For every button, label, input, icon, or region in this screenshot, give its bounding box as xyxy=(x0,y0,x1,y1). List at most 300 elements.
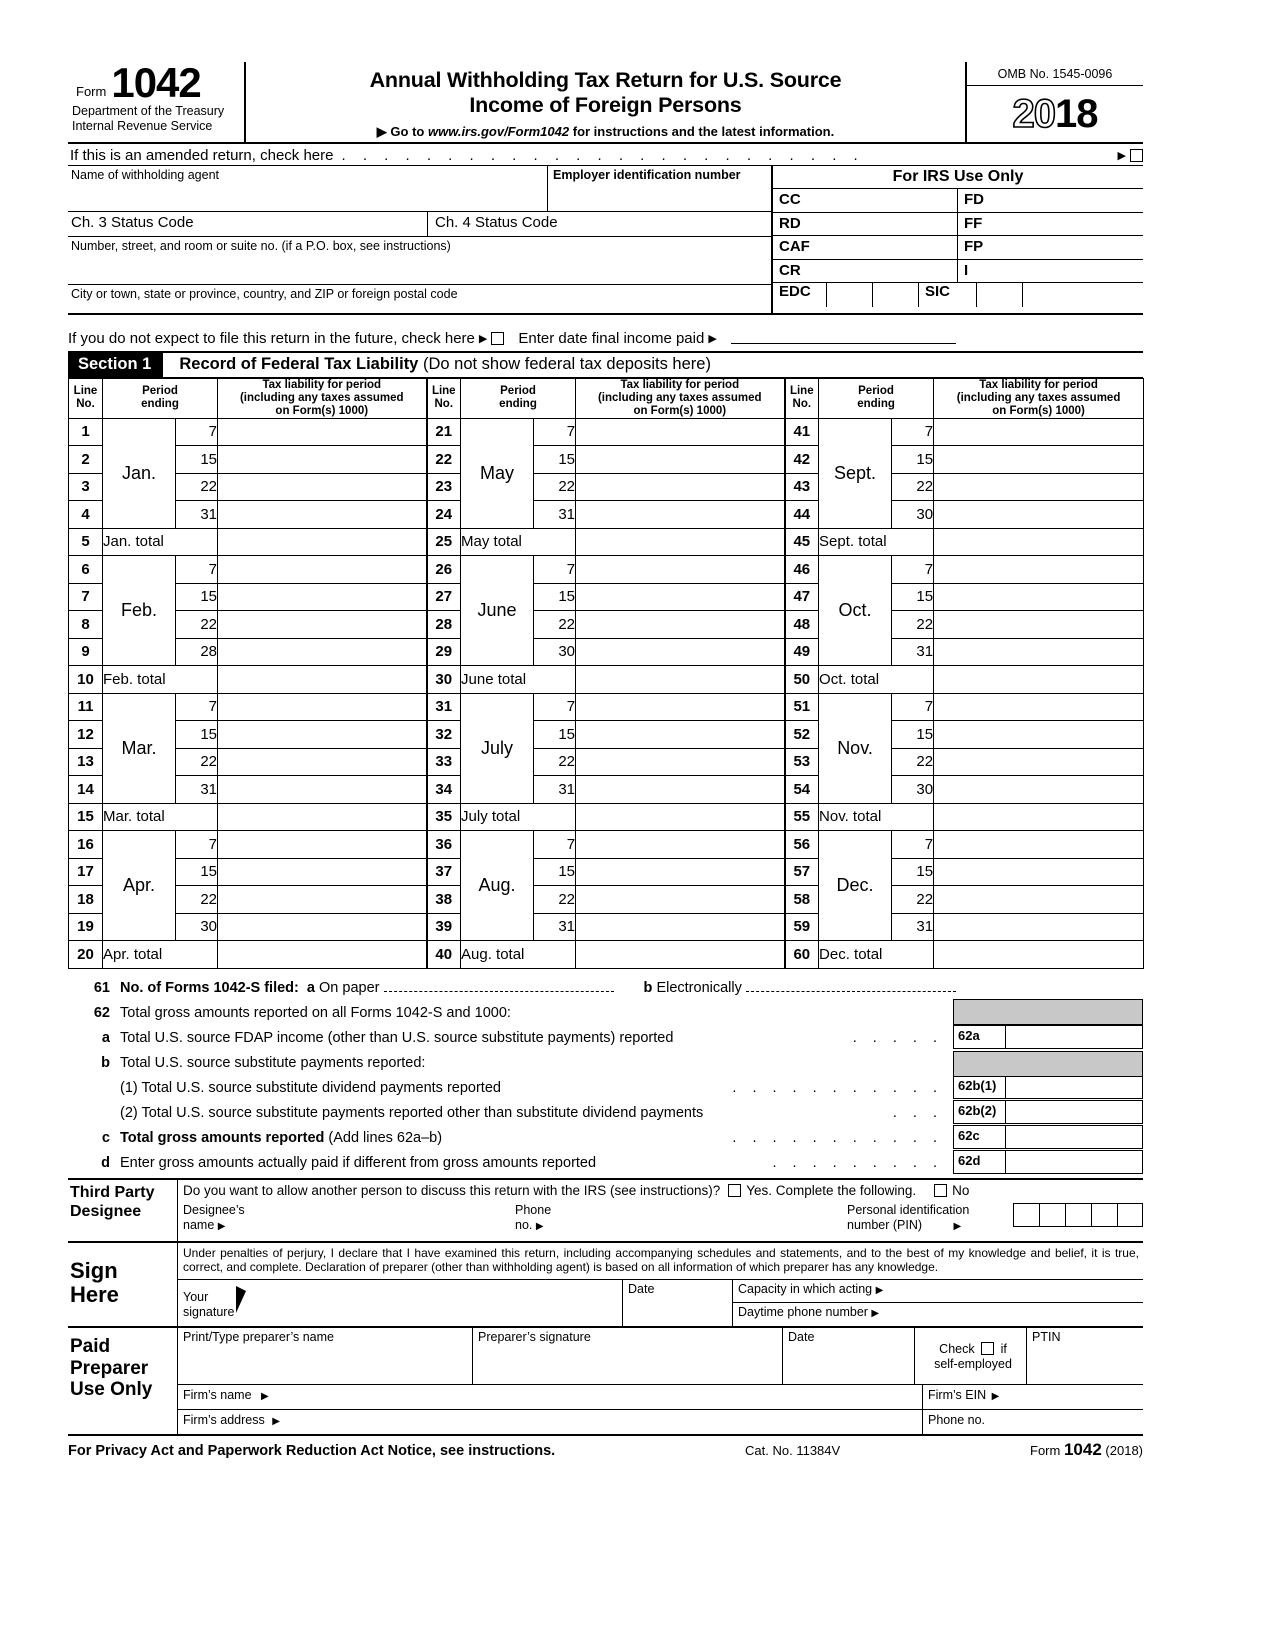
tax-liability-input-cell[interactable] xyxy=(576,501,785,529)
hdr-ending: ending xyxy=(499,398,537,411)
line-61b-label: Electronically xyxy=(656,979,742,996)
header-form-identity xyxy=(68,59,246,142)
line-number-cell: 9 xyxy=(69,638,103,666)
section-1-banner xyxy=(68,353,1143,378)
withholding-agent-name-field[interactable] xyxy=(68,166,548,211)
hdr-liab-2: (including any taxes assumed xyxy=(956,391,1121,404)
line-62b1-label: (1) Total U.S. source substitute dividend payments reported xyxy=(120,1079,501,1096)
signature-arrow-icon xyxy=(236,1286,246,1313)
month-name-cell: July xyxy=(461,693,534,803)
line-62b1-row xyxy=(68,1074,1143,1099)
capacity-field[interactable] xyxy=(733,1279,1143,1303)
period-ending-day-cell: 22 xyxy=(892,611,934,639)
month-name-cell: Apr. xyxy=(103,831,176,941)
your-signature-line-2: signature xyxy=(183,1304,235,1319)
hdr-no: No. xyxy=(792,398,812,411)
ch3-status-code-field[interactable] xyxy=(68,212,428,236)
period-ending-day-cell: 31 xyxy=(176,501,218,529)
tax-liability-input-cell[interactable] xyxy=(576,776,785,804)
footer-form-number: 1042 xyxy=(1063,1439,1102,1459)
line-number-cell: 7 xyxy=(69,583,103,611)
line-62d-row xyxy=(68,1149,1143,1178)
ein-field[interactable] xyxy=(548,166,771,211)
arrow-icon: ▶ xyxy=(953,1221,962,1233)
leader-dots: . . . . . . . . . . . xyxy=(732,1129,943,1146)
third-party-designee-label xyxy=(68,1180,178,1241)
preparer-date-field[interactable] xyxy=(783,1328,915,1384)
leader-dots: . . . xyxy=(892,1104,943,1121)
tax-liability-input-cell[interactable] xyxy=(934,473,1144,501)
section-1-title-bold: Record of Federal Tax Liability xyxy=(179,355,419,373)
hdr-liab-3: on Form(s) 1000) xyxy=(633,404,727,417)
period-ending-day-cell: 7 xyxy=(892,556,934,584)
line-number-cell: 3 xyxy=(69,473,103,501)
sign-here-body xyxy=(178,1243,1143,1326)
pin-box-5[interactable] xyxy=(1117,1203,1143,1227)
tax-liability-input-cell[interactable] xyxy=(576,831,785,859)
line-62c-label-rest: (Add lines 62a–b) xyxy=(324,1129,443,1146)
period-ending-day-cell: 15 xyxy=(892,721,934,749)
line-number-cell: 28 xyxy=(427,611,461,639)
tax-liability-input-cell[interactable] xyxy=(934,611,1144,639)
line-62d-code: 62d xyxy=(953,1150,1005,1174)
table-row xyxy=(69,858,1144,886)
if-word-label: if xyxy=(1000,1341,1007,1356)
table-row-total xyxy=(69,528,1144,556)
tax-liability-input-cell[interactable] xyxy=(576,611,785,639)
col-tax-liability-1 xyxy=(218,379,427,419)
paid-label-line-3: Use Only xyxy=(70,1379,153,1401)
month-total-label-cell: Feb. total xyxy=(103,666,218,694)
irs-field-rd[interactable]: RD xyxy=(773,213,958,236)
line-number-cell: 40 xyxy=(427,941,461,969)
preparer-info-row xyxy=(178,1328,1143,1384)
irs-field-edc-box1[interactable] xyxy=(827,283,873,307)
amended-return-label: If this is an amended return, check here xyxy=(70,146,334,164)
period-ending-day-cell: 7 xyxy=(892,693,934,721)
month-name-cell: Jan. xyxy=(103,418,176,528)
table-row xyxy=(69,611,1144,639)
month-total-input-cell[interactable] xyxy=(218,803,427,831)
preparer-name-field[interactable] xyxy=(178,1328,473,1384)
tax-liability-input-cell[interactable] xyxy=(934,583,1144,611)
tax-liability-input-cell[interactable] xyxy=(218,473,427,501)
irs-field-fp[interactable]: FP xyxy=(964,238,984,255)
table-row-total xyxy=(69,803,1144,831)
irs-field-ff[interactable]: FF xyxy=(964,214,983,232)
tax-liability-input-cell[interactable] xyxy=(934,693,1144,721)
period-ending-day-cell: 30 xyxy=(892,501,934,529)
table-row xyxy=(69,776,1144,804)
tax-liability-input-cell[interactable] xyxy=(576,858,785,886)
department-line-2: Internal Revenue Service xyxy=(72,119,213,134)
line-number-cell: 52 xyxy=(785,721,819,749)
line-number-cell: 49 xyxy=(785,638,819,666)
designee-phone-line-1: Phone xyxy=(515,1202,552,1217)
tax-liability-input-cell[interactable] xyxy=(576,748,785,776)
tax-liability-input-cell[interactable] xyxy=(218,556,427,584)
irs-field-sic-box1[interactable] xyxy=(977,283,1023,307)
line-number-cell: 11 xyxy=(69,693,103,721)
tax-liability-input-cell[interactable] xyxy=(934,776,1144,804)
arrow-icon: ▶ xyxy=(261,1390,269,1402)
final-return-label: If you do not expect to file this return in the future, check here xyxy=(68,330,475,347)
your-signature-field[interactable] xyxy=(178,1279,623,1326)
line-number-cell: 54 xyxy=(785,776,819,804)
tax-liability-input-cell[interactable] xyxy=(218,446,427,474)
month-total-label-cell: Nov. total xyxy=(819,803,934,831)
tax-liability-input-cell[interactable] xyxy=(218,638,427,666)
tax-liability-input-cell[interactable] xyxy=(576,693,785,721)
daytime-phone-field[interactable] xyxy=(733,1302,1143,1326)
tax-liability-input-cell[interactable] xyxy=(218,913,427,941)
line-number-cell: 26 xyxy=(427,556,461,584)
col-line-no-2 xyxy=(427,379,461,419)
tax-liability-input-cell[interactable] xyxy=(934,886,1144,914)
line-62b2-code: 62b(2) xyxy=(953,1100,1005,1124)
tax-liability-input-cell[interactable] xyxy=(576,473,785,501)
perjury-statement: Under penalties of perjury, I declare that I have examined this return, including accompanying schedules and statements, and to the best of my knowledge and belief, it is true, correct, and complete. Declaration of preparer (other than withholding agent) is based on all information of which preparer has any knowledge. xyxy=(183,1245,1139,1275)
period-ending-day-cell: 7 xyxy=(534,418,576,446)
month-total-input-cell[interactable] xyxy=(934,528,1144,556)
firm-ein-label: Firm’s EIN xyxy=(928,1387,987,1402)
line-number-cell: 42 xyxy=(785,446,819,474)
month-total-input-cell[interactable] xyxy=(576,941,785,969)
section-1-tag: Section 1 xyxy=(68,353,163,377)
shaded-cell-62b xyxy=(953,1051,1143,1077)
month-name-cell: June xyxy=(461,556,534,666)
status-code-row xyxy=(68,212,771,237)
line-number-cell: 33 xyxy=(427,748,461,776)
line-number-cell: 27 xyxy=(427,583,461,611)
tax-liability-input-cell[interactable] xyxy=(576,886,785,914)
period-ending-day-cell: 7 xyxy=(176,418,218,446)
third-party-question-row xyxy=(178,1180,1143,1201)
line-62d-value-input[interactable] xyxy=(1005,1150,1143,1174)
preparer-name-label: Print/Type preparer’s name xyxy=(183,1329,335,1344)
firm-name-row xyxy=(178,1384,1143,1409)
tax-liability-input-cell[interactable] xyxy=(218,831,427,859)
paid-preparer-body xyxy=(178,1328,1143,1434)
line-number-cell: 1 xyxy=(69,418,103,446)
arrow-icon: ▶ xyxy=(272,1415,280,1427)
month-total-input-cell[interactable] xyxy=(576,803,785,831)
firm-address-label: Firm’s address xyxy=(183,1412,265,1427)
catalog-number: Cat. No. 11384V xyxy=(745,1442,841,1458)
line-number-cell: 35 xyxy=(427,803,461,831)
amended-return-checkbox[interactable] xyxy=(1130,149,1143,162)
line-62b1-value-input[interactable] xyxy=(1005,1075,1143,1099)
table-row xyxy=(69,583,1144,611)
designee-name-line-1: Designee’s xyxy=(183,1202,245,1217)
designee-phone-word: no. xyxy=(515,1218,533,1233)
line-number-cell: 31 xyxy=(427,693,461,721)
line-number-cell: 8 xyxy=(69,611,103,639)
tax-year xyxy=(967,86,1143,142)
tax-liability-input-cell[interactable] xyxy=(576,583,785,611)
final-income-date-label: Enter date final income paid xyxy=(518,330,705,347)
tax-liability-input-cell[interactable] xyxy=(218,721,427,749)
tax-liability-input-cell[interactable] xyxy=(218,776,427,804)
third-party-yes-checkbox[interactable] xyxy=(728,1184,741,1197)
check-word-label: Check xyxy=(939,1341,975,1356)
third-party-fields-row xyxy=(178,1201,1143,1241)
form-number: 1042 xyxy=(111,59,201,106)
period-ending-day-cell: 31 xyxy=(176,776,218,804)
line-number-cell: 4 xyxy=(69,501,103,529)
tax-liability-input-cell[interactable] xyxy=(576,446,785,474)
month-total-label-cell: Apr. total xyxy=(103,941,218,969)
third-party-designee-section xyxy=(68,1178,1143,1241)
final-return-row xyxy=(68,329,1143,353)
firm-name-field[interactable] xyxy=(178,1385,923,1409)
tax-liability-input-cell[interactable] xyxy=(934,638,1144,666)
tax-liability-input-cell[interactable] xyxy=(576,721,785,749)
line-number-cell: 32 xyxy=(427,721,461,749)
entity-information-block xyxy=(68,166,1143,315)
designee-pin-line-2 xyxy=(847,1218,1007,1234)
third-party-label-line-1: Third Party xyxy=(70,1183,155,1201)
month-total-input-cell[interactable] xyxy=(934,666,1144,694)
col-period-ending-2 xyxy=(461,379,576,419)
period-ending-day-cell: 22 xyxy=(534,611,576,639)
line-number-cell: 58 xyxy=(785,886,819,914)
sign-here-label xyxy=(68,1243,178,1326)
period-ending-day-cell: 15 xyxy=(892,583,934,611)
preparer-signature-field[interactable] xyxy=(473,1328,783,1384)
period-ending-day-cell: 7 xyxy=(892,418,934,446)
month-total-input-cell[interactable] xyxy=(218,666,427,694)
tax-liability-input-cell[interactable] xyxy=(218,693,427,721)
period-ending-day-cell: 7 xyxy=(534,693,576,721)
table-row xyxy=(69,748,1144,776)
line-62d-label: Enter gross amounts actually paid if different from gross amounts reported xyxy=(120,1154,597,1171)
month-total-input-cell[interactable] xyxy=(218,528,427,556)
line-number-cell: 23 xyxy=(427,473,461,501)
line-number-cell: 44 xyxy=(785,501,819,529)
pin-box-1[interactable] xyxy=(1013,1203,1039,1227)
ch3-status-code-label: Ch. 3 Status Code xyxy=(71,214,194,231)
line-number-cell: 53 xyxy=(785,748,819,776)
period-ending-day-cell: 31 xyxy=(892,638,934,666)
line-number-cell: 15 xyxy=(69,803,103,831)
line-number-cell: 19 xyxy=(69,913,103,941)
paid-label-line-1: Paid xyxy=(70,1335,111,1357)
line-number-cell: 18 xyxy=(69,886,103,914)
line-61-row xyxy=(68,974,1143,999)
irs-field-fd[interactable]: FD xyxy=(964,191,984,208)
hdr-liab-3: on Form(s) 1000) xyxy=(275,404,369,417)
federal-tax-liability-table xyxy=(68,378,1144,969)
tax-liability-input-cell[interactable] xyxy=(218,611,427,639)
tax-liability-input-cell[interactable] xyxy=(218,418,427,446)
header-title-block xyxy=(246,62,965,142)
designee-name-word: name xyxy=(183,1218,215,1233)
pin-box-4[interactable] xyxy=(1091,1203,1117,1227)
your-signature-line-1: Your xyxy=(183,1289,209,1304)
month-name-cell: Aug. xyxy=(461,831,534,941)
final-return-checkbox[interactable] xyxy=(491,332,504,345)
preparer-signature-label: Preparer’s signature xyxy=(478,1329,591,1344)
tax-liability-input-cell[interactable] xyxy=(934,748,1144,776)
hdr-liab-1: Tax liability for period xyxy=(620,379,740,391)
month-total-label-cell: Dec. total xyxy=(819,941,934,969)
period-ending-day-cell: 28 xyxy=(176,638,218,666)
period-ending-day-cell: 22 xyxy=(534,886,576,914)
preparer-date-label: Date xyxy=(788,1329,815,1344)
tax-liability-input-cell[interactable] xyxy=(934,501,1144,529)
tax-liability-input-cell[interactable] xyxy=(576,556,785,584)
irs-field-cc[interactable]: CC xyxy=(773,189,958,212)
hdr-line: Line xyxy=(73,385,98,398)
daytime-phone-label: Daytime phone number xyxy=(738,1305,868,1320)
line-61-label: No. of Forms 1042-S filed: xyxy=(120,979,299,996)
table-header-row xyxy=(69,379,1144,419)
irs-field-edc-label: EDC xyxy=(773,283,827,307)
month-total-label-cell: Jan. total xyxy=(103,528,218,556)
tax-liability-input-cell[interactable] xyxy=(218,886,427,914)
line-62-block xyxy=(68,999,1143,1178)
third-party-no-checkbox[interactable] xyxy=(934,1184,947,1197)
period-ending-day-cell: 7 xyxy=(176,556,218,584)
designee-pin-line-1: Personal identification xyxy=(847,1202,970,1217)
ch4-status-code-field[interactable] xyxy=(428,212,771,236)
period-ending-day-cell: 7 xyxy=(892,831,934,859)
self-employed-checkbox[interactable] xyxy=(981,1342,994,1355)
table-row xyxy=(69,913,1144,941)
line-number-cell: 57 xyxy=(785,858,819,886)
tax-liability-input-cell[interactable] xyxy=(934,858,1144,886)
final-income-date-input[interactable] xyxy=(731,343,956,344)
tax-liability-input-cell[interactable] xyxy=(934,913,1144,941)
tax-liability-input-cell[interactable] xyxy=(934,831,1144,859)
month-total-input-cell[interactable] xyxy=(934,803,1144,831)
line-62b2-value-input[interactable] xyxy=(1005,1100,1143,1124)
leader-dots: . . . . . . . . . xyxy=(772,1154,943,1171)
month-name-cell: Feb. xyxy=(103,556,176,666)
period-ending-day-cell: 22 xyxy=(534,748,576,776)
third-party-question: Do you want to allow another person to discuss this return with the IRS (see instructions)? xyxy=(183,1182,721,1198)
period-ending-day-cell: 15 xyxy=(176,721,218,749)
month-total-label-cell: July total xyxy=(461,803,576,831)
tax-liability-input-cell[interactable] xyxy=(218,501,427,529)
section-1-title-rest: (Do not show federal tax deposits here) xyxy=(422,355,711,373)
month-total-input-cell[interactable] xyxy=(576,528,785,556)
firm-ein-field[interactable] xyxy=(923,1385,1143,1409)
irs-field-caf[interactable]: CAF xyxy=(773,236,958,259)
period-ending-day-cell: 31 xyxy=(534,501,576,529)
irs-field-sic-label: SIC xyxy=(919,283,977,307)
for-irs-use-only-title: For IRS Use Only xyxy=(773,166,1143,189)
firm-phone-field[interactable] xyxy=(923,1410,1143,1434)
ptin-field[interactable] xyxy=(1027,1328,1143,1384)
for-irs-use-only-box xyxy=(773,166,1143,313)
period-ending-day-cell: 15 xyxy=(534,721,576,749)
city-state-zip-field[interactable] xyxy=(68,285,771,313)
irs-field-cr[interactable]: CR xyxy=(773,260,958,283)
line-62a-value-input[interactable] xyxy=(1005,1025,1143,1049)
city-state-zip-label: City or town, state or province, country, and ZIP or foreign postal code xyxy=(71,287,458,301)
line-61b-letter: b xyxy=(643,979,653,996)
table-row-total xyxy=(69,941,1144,969)
line-62c-value-input[interactable] xyxy=(1005,1125,1143,1149)
goto-url[interactable]: www.irs.gov/Form1042 xyxy=(427,124,570,139)
line-number-cell: 43 xyxy=(785,473,819,501)
form-footer xyxy=(68,1434,1143,1460)
third-party-yes-label: Yes. Complete the following. xyxy=(746,1182,917,1198)
self-employed-check-field[interactable] xyxy=(915,1328,1027,1384)
tax-liability-input-cell[interactable] xyxy=(576,913,785,941)
tax-liability-input-cell[interactable] xyxy=(218,748,427,776)
irs-field-edc-box2[interactable] xyxy=(873,283,919,307)
table-row xyxy=(69,501,1144,529)
line-62b1-letter xyxy=(68,1096,120,1099)
leader-dots: . . . . . xyxy=(852,1029,943,1046)
signature-date-label: Date xyxy=(628,1281,655,1296)
paid-preparer-section xyxy=(68,1326,1143,1434)
line-number-cell: 51 xyxy=(785,693,819,721)
tax-liability-input-cell[interactable] xyxy=(218,858,427,886)
month-name-cell: Nov. xyxy=(819,693,892,803)
tax-liability-input-cell[interactable] xyxy=(934,721,1144,749)
line-62b-letter: b xyxy=(101,1054,110,1071)
tax-liability-input-cell[interactable] xyxy=(934,556,1144,584)
tax-liability-input-cell[interactable] xyxy=(934,446,1144,474)
line-number-cell: 20 xyxy=(69,941,103,969)
signature-date-field[interactable] xyxy=(623,1279,733,1326)
footer-form-year: (2018) xyxy=(1105,1442,1143,1458)
year-prefix: 20 xyxy=(1012,92,1055,136)
omb-number: OMB No. 1545-0096 xyxy=(967,62,1143,86)
line-61-content xyxy=(120,978,1143,999)
table-body xyxy=(69,418,1144,968)
irs-field-i[interactable]: I xyxy=(964,261,969,279)
street-address-field[interactable] xyxy=(68,237,771,285)
leader-dots: . . . . . . . . . . . . . . . . . . . . . . . . . xyxy=(341,147,865,163)
line-61a-input[interactable] xyxy=(384,978,614,992)
hdr-period: Period xyxy=(142,385,178,398)
pin-box-3[interactable] xyxy=(1065,1203,1091,1227)
col-tax-liability-3 xyxy=(934,379,1144,419)
tax-liability-input-cell[interactable] xyxy=(576,418,785,446)
table-row xyxy=(69,721,1144,749)
month-total-label-cell: Aug. total xyxy=(461,941,576,969)
third-party-body xyxy=(178,1180,1143,1241)
arrow-icon: ▶ xyxy=(875,1284,884,1296)
month-name-cell: Sept. xyxy=(819,418,892,528)
period-ending-day-cell: 22 xyxy=(176,886,218,914)
hdr-liab-2: (including any taxes assumed xyxy=(597,391,762,404)
table-row xyxy=(69,446,1144,474)
form-word-label: Form xyxy=(76,83,107,99)
line-number-cell: 41 xyxy=(785,418,819,446)
month-total-input-cell[interactable] xyxy=(576,666,785,694)
sign-label-line-2: Here xyxy=(70,1282,119,1308)
goto-instructions xyxy=(250,124,961,140)
firm-address-field[interactable] xyxy=(178,1410,923,1434)
pin-box-2[interactable] xyxy=(1039,1203,1065,1227)
irs-field-sic-box2[interactable] xyxy=(1023,283,1069,307)
month-name-cell: Oct. xyxy=(819,556,892,666)
line-61b-input[interactable] xyxy=(746,978,956,992)
month-total-input-cell[interactable] xyxy=(218,941,427,969)
month-total-input-cell[interactable] xyxy=(934,941,1144,969)
tax-liability-input-cell[interactable] xyxy=(934,418,1144,446)
line-number-cell: 47 xyxy=(785,583,819,611)
line-number-cell: 45 xyxy=(785,528,819,556)
tax-liability-input-cell[interactable] xyxy=(218,583,427,611)
tax-liability-input-cell[interactable] xyxy=(576,638,785,666)
